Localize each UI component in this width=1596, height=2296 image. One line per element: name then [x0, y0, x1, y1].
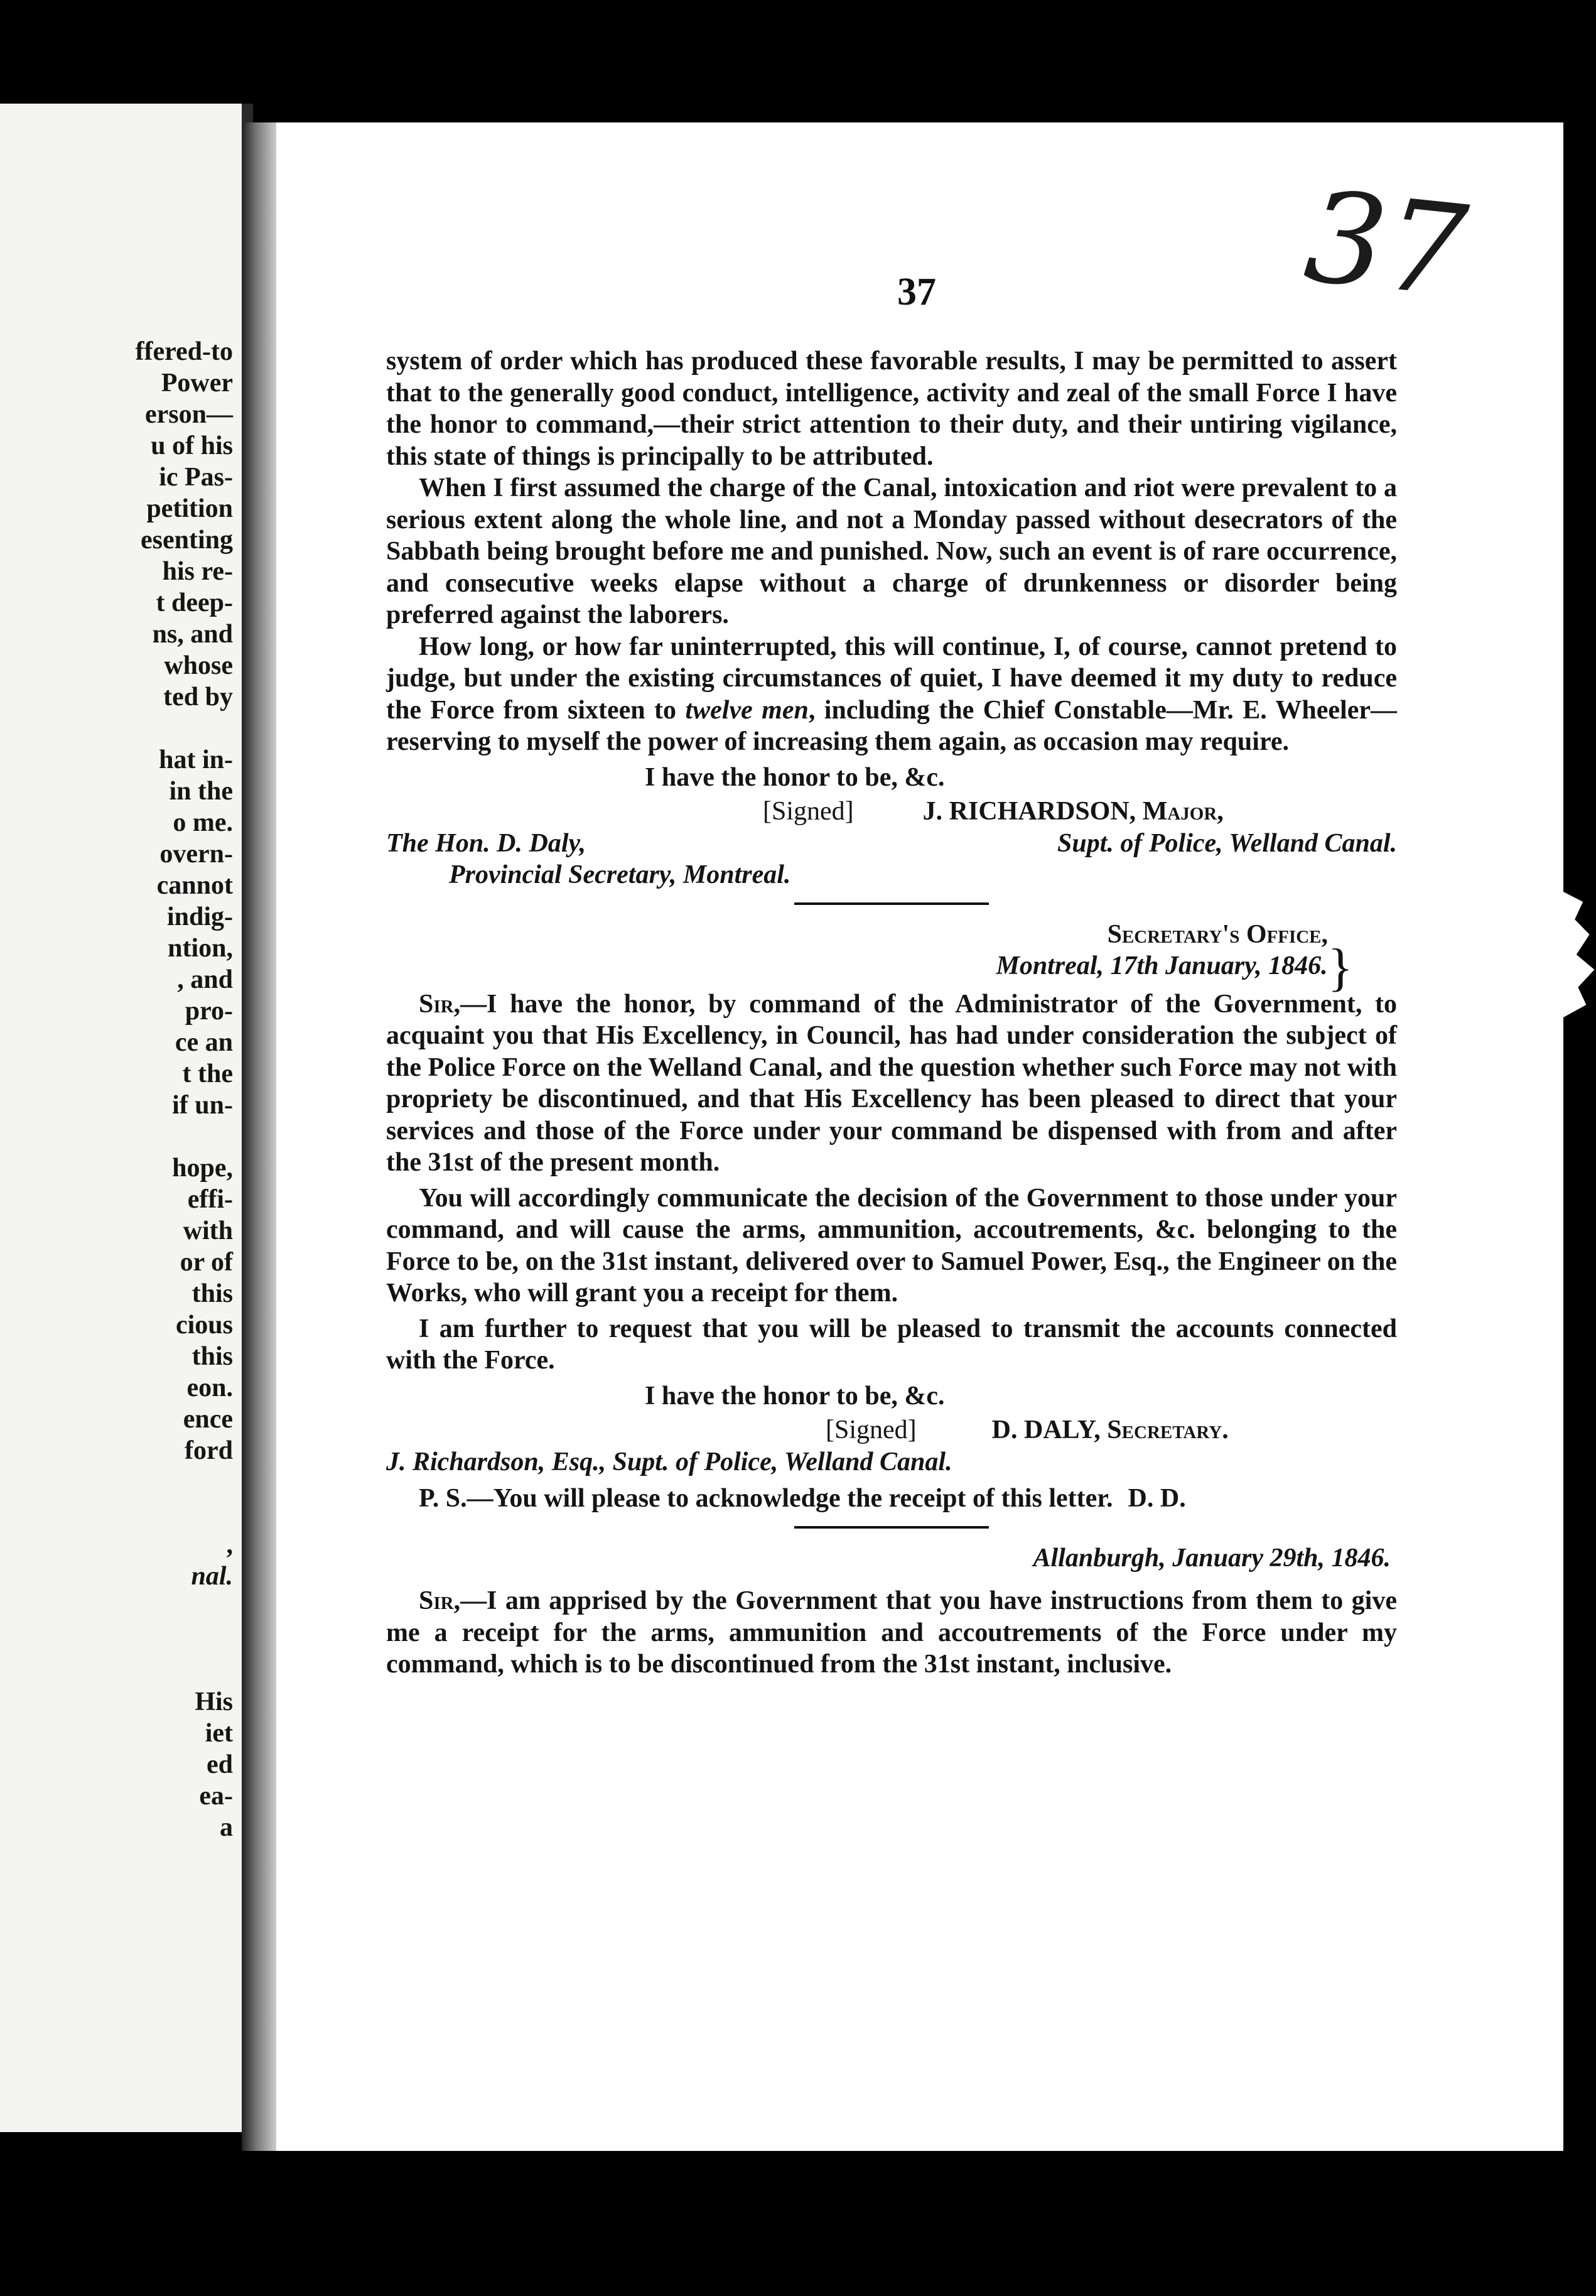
left-page-line: ffered-to [135, 337, 233, 366]
letter2-dateline [386, 938, 1397, 997]
letter2-addressee: J. Richardson, Esq., Supt. of Police, Welland Canal. [386, 1447, 952, 1476]
section-divider-1 [794, 902, 989, 905]
letter1-signature-row [386, 796, 1397, 828]
left-page-line: Power [161, 369, 233, 398]
letter2-paragraph-2: You will accordingly communicate the decision of the Government to those under your command, and will cause the arms, ammunition, accoutrements, &c. belonging to the Force to be, on the 31st instant, delivered over to Samuel Power, Esq., the Engineer on the Works, who will grant you a receipt for them. [386, 1183, 1397, 1308]
letter2-p1-text: —I have the honor, by command of the Administrator of the Government, to acquaint you that His Excellency, in Council, has had under consideration the subject of the Police Force on the Welland Canal, and the question whether such Force may not with propriety be discontinued, and that His Excellency has been pleased to direct that your services and those of the Force under your command be dispensed with from and after the 31st of the present month. [386, 989, 1397, 1177]
left-page-line: hat in- [159, 745, 233, 774]
letter1-p3-emphasis: twelve men [685, 695, 809, 725]
letter1-address-row [386, 828, 1397, 860]
letter2-signer-title: Secretary. [1107, 1416, 1229, 1444]
left-page-line: if un- [172, 1091, 233, 1120]
left-page-line: His [195, 1687, 233, 1716]
left-page-line: ntion, [168, 934, 233, 963]
left-page-text-fragments [45, 336, 233, 1843]
left-page-line: this [191, 1342, 233, 1371]
letter3-paragraph-1 [386, 1585, 1397, 1681]
left-page-line: esenting [141, 526, 233, 555]
left-page-line: cannot [156, 871, 233, 900]
left-page-line: his re- [162, 557, 233, 586]
letter2-signature-row [386, 1414, 1397, 1446]
left-page-line: with [183, 1216, 233, 1245]
left-page-line: , [226, 1530, 233, 1559]
left-page-line [45, 1121, 233, 1152]
letter2-paragraph-3: I am further to request that you will be pleased to transmit the accounts connected with the Force. [386, 1314, 1397, 1375]
letter1-paragraph-2: When I first assumed the charge of the Canal, intoxication and riot were prevalent to a serious extent along the whole line, and not a Monday passed without desecrators of the Sabbath being brought before me and punished. Now, such an event is of rare occurrence, and consecutive weeks elapse without a charge of drunkenness or disorder being preferred against the laborers. [386, 474, 1397, 629]
left-page-line: in the [169, 777, 233, 806]
letter1-p3-part-a: How long, or how far uninterrupted, this will continue, I, of course, cannot pretend to judge, but under the existing circumstances of quiet, I have deemed it my duty to reduce the Force from sixteen to [386, 632, 1397, 725]
left-page-line: pro- [185, 997, 233, 1026]
letter1-signer [923, 796, 1224, 828]
letter2-postscript-row [386, 1483, 1397, 1515]
left-page-line: hope, [172, 1154, 233, 1183]
left-page-line [45, 1498, 233, 1529]
letter1-addressee-office: Provincial Secretary, Montreal. [449, 860, 791, 889]
letter1-closing: I have the honor to be, &c. [645, 762, 945, 792]
page-37 [276, 122, 1563, 2151]
left-page-line: ford [185, 1436, 233, 1465]
left-page-line: this [191, 1279, 233, 1308]
brace-mark: } [1327, 938, 1353, 997]
letter1-addressee: The Hon. D. Daly, [386, 828, 586, 858]
left-page-line: t the [182, 1059, 233, 1088]
left-page-line: o me. [173, 808, 233, 837]
letter3-p1-text: —I am apprised by the Government that you have instructions from them to give me a receipt for the arms, ammunition and accoutrements of the Force under my command, which is to be discontinued from the 31st instant, inclusive. [386, 1586, 1397, 1679]
letter2-salutation: Sir, [419, 989, 461, 1019]
left-page-line: ed [207, 1750, 233, 1779]
left-page-line [45, 1655, 233, 1686]
letter1-paragraph-3 [386, 631, 1397, 758]
letter2-postscript-initials: D. D. [1128, 1484, 1186, 1513]
left-page-line [45, 1466, 233, 1498]
page-number: 37 [897, 271, 936, 313]
letter3-salutation: Sir, [419, 1586, 461, 1615]
left-page-line [45, 713, 233, 744]
left-page-line: t deep- [156, 588, 233, 617]
left-page-line: u of his [151, 431, 233, 460]
torn-paper-fragment [1563, 892, 1596, 1017]
left-page-line: erson— [145, 400, 233, 429]
letter2-signer-name: D. DALY, [991, 1416, 1108, 1444]
left-page-line: ns, and [152, 620, 233, 649]
section-divider-2 [794, 1526, 989, 1529]
letter2-closing: I have the honor to be, &c. [645, 1381, 945, 1411]
letter2-office-text: Secretary's Office, [1107, 919, 1328, 949]
letter2-paragraph-1 [386, 988, 1397, 1179]
left-page-line: nal. [191, 1562, 233, 1591]
letter2-dateline-text: Montreal, 17th January, 1846. [996, 951, 1328, 980]
page-content [386, 345, 1397, 1681]
letter1-signer-name: J. RICHARDSON, [922, 797, 1143, 826]
left-page-line: eon. [186, 1373, 233, 1402]
letter1-signed-mark: [Signed] [763, 797, 854, 826]
letter2-office [386, 919, 1397, 951]
left-page-line: iet [205, 1719, 233, 1748]
letter3-dateline: Allanburgh, January 29th, 1846. [1033, 1543, 1391, 1573]
left-page-line: ted by [163, 683, 233, 712]
left-page-line: a [220, 1813, 233, 1842]
left-page-line: ence [183, 1405, 233, 1434]
left-page-line: cious [175, 1311, 233, 1340]
letter2-signer [992, 1414, 1229, 1446]
letter2-postscript: P. S.—You will please to acknowledge the receipt of this letter. [419, 1484, 1113, 1513]
left-page-line: petition [146, 494, 233, 523]
left-page-line: ic Pas- [159, 463, 233, 492]
letter1-signer-office: Supt. of Police, Welland Canal. [1057, 828, 1397, 858]
left-page-line: whose [164, 651, 233, 680]
left-page-line: indig- [166, 902, 233, 931]
left-page-line [45, 1623, 233, 1655]
letter1-p3-part-b: , including the Chief Constable—Mr. E. Wheeler—reserving to myself the power of increasing them again, as occasion may require. [386, 695, 1397, 756]
left-page-line: overn- [159, 840, 233, 869]
left-page-line: effi- [187, 1185, 233, 1214]
left-page-line: or of [180, 1248, 233, 1277]
left-facing-page [0, 104, 253, 2132]
handwritten-folio-mark: 37 [1298, 163, 1474, 326]
letter2-signed-mark: [Signed] [826, 1416, 917, 1444]
letter1-paragraph-1: system of order which has produced these favorable results, I may be permitted to assert that to the generally good conduct, intelligence, activity and zeal of the small Force I have the honor to command,—their strict attention to their duty, and their untiring vigilance, this state of things is principally to be attributed. [386, 347, 1397, 471]
left-page-line [45, 1592, 233, 1623]
letter1-signer-title: Major, [1142, 797, 1224, 826]
left-page-line: ce an [175, 1028, 233, 1057]
left-page-line: ea- [199, 1782, 233, 1811]
left-page-line: , and [177, 965, 233, 994]
book-gutter [242, 122, 279, 2151]
